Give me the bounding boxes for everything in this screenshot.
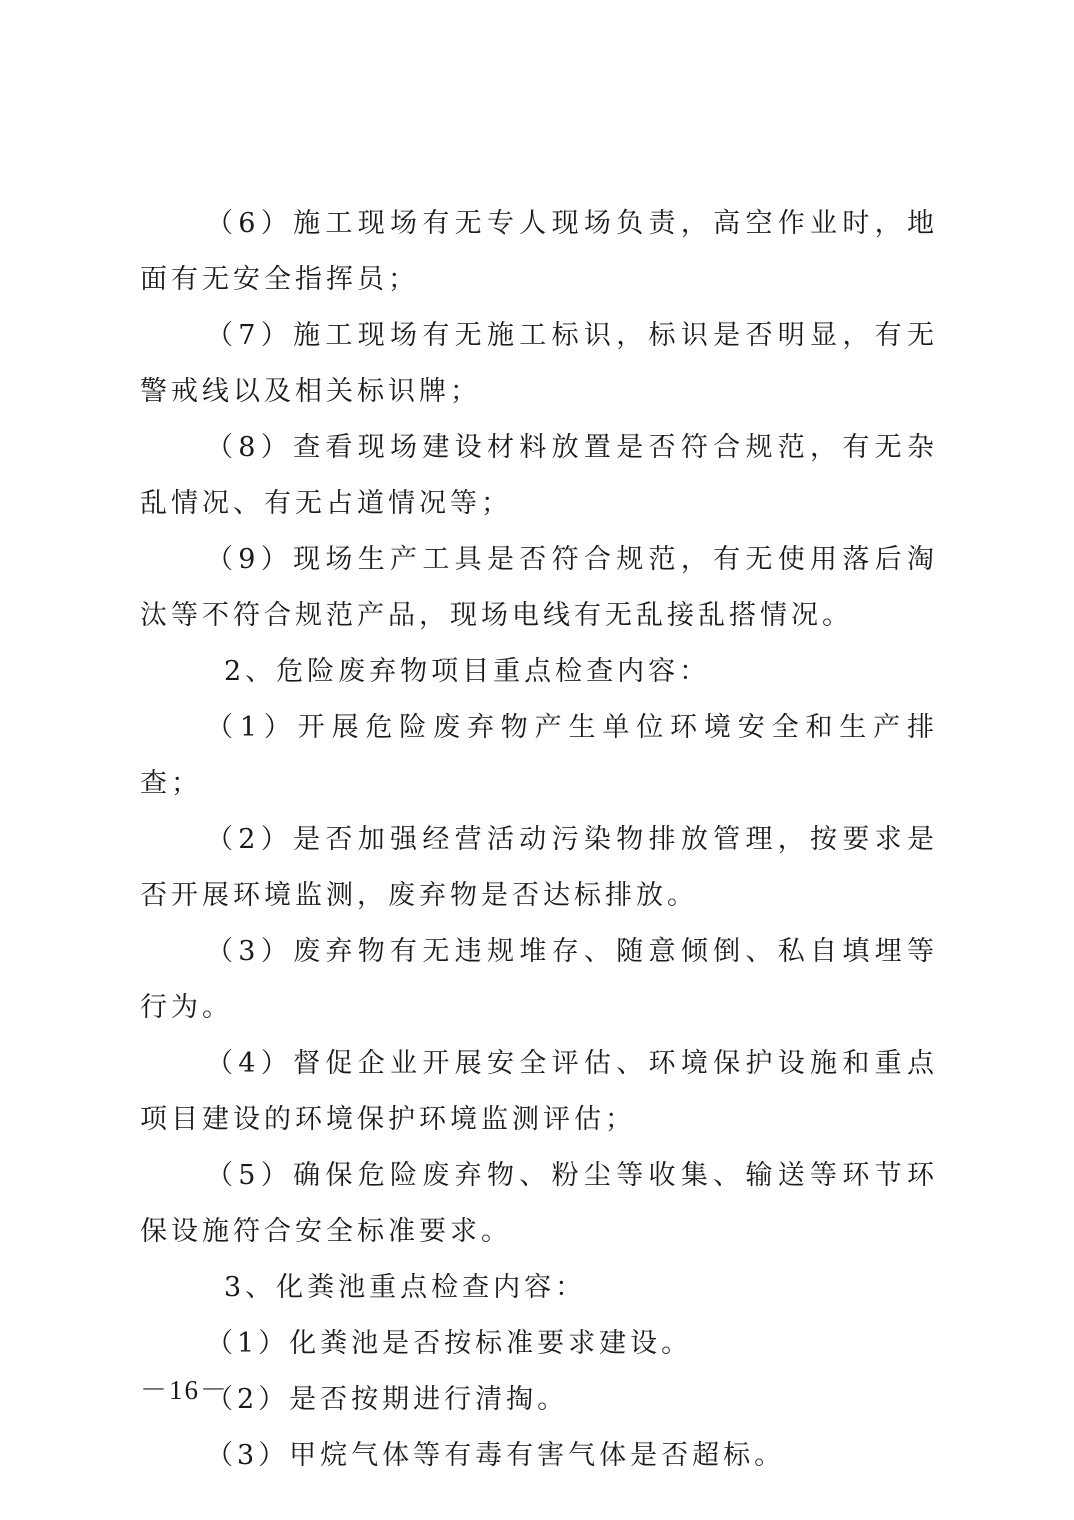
paragraph-item-9: （9）现场生产工具是否符合规范，有无使用落后淘汰等不符合规范产品，现场电线有无乱接乱搭情况。 <box>140 544 938 631</box>
paragraph-septic-item-2: （2）是否按期进行清掏。 <box>206 1384 569 1415</box>
section-heading-hazardous-waste: 2、危险废弃物项目重点检查内容： <box>224 656 711 687</box>
paragraph-septic-item-1: （1）化粪池是否按标准要求建设。 <box>206 1328 693 1359</box>
paragraph-septic-item-3: （3）甲烷气体等有毒有害气体是否超标。 <box>206 1440 786 1471</box>
paragraph-item-8: （8）查看现场建设材料放置是否符合规范，有无杂乱情况、有无占道情况等； <box>140 432 938 519</box>
paragraph-item-2: （2）是否加强经营活动污染物排放管理，按要求是否开展环境监测，废弃物是否达标排放。 <box>140 824 938 911</box>
paragraph-item-6: （6）施工现场有无专人现场负责，高空作业时，地面有无安全指挥员； <box>140 208 938 295</box>
paragraph-item-4: （4）督促企业开展安全评估、环境保护设施和重点项目建设的环境保护环境监测评估； <box>140 1048 938 1135</box>
section-heading-septic-tank: 3、化粪池重点检查内容： <box>224 1272 587 1303</box>
page-number: －16－ <box>140 1375 229 1405</box>
paragraph-item-1: （1）开展危险废弃物产生单位环境安全和生产排查； <box>140 712 938 799</box>
paragraph-item-5: （5）确保危险废弃物、粉尘等收集、输送等环节环保设施符合安全标准要求。 <box>140 1160 938 1247</box>
body-text <box>140 196 938 1484</box>
paragraph-item-3: （3）废弃物有无违规堆存、随意倾倒、私自填埋等行为。 <box>140 936 938 1023</box>
paragraph-item-7: （7）施工现场有无施工标识，标识是否明显，有无警戒线以及相关标识牌； <box>140 320 938 407</box>
